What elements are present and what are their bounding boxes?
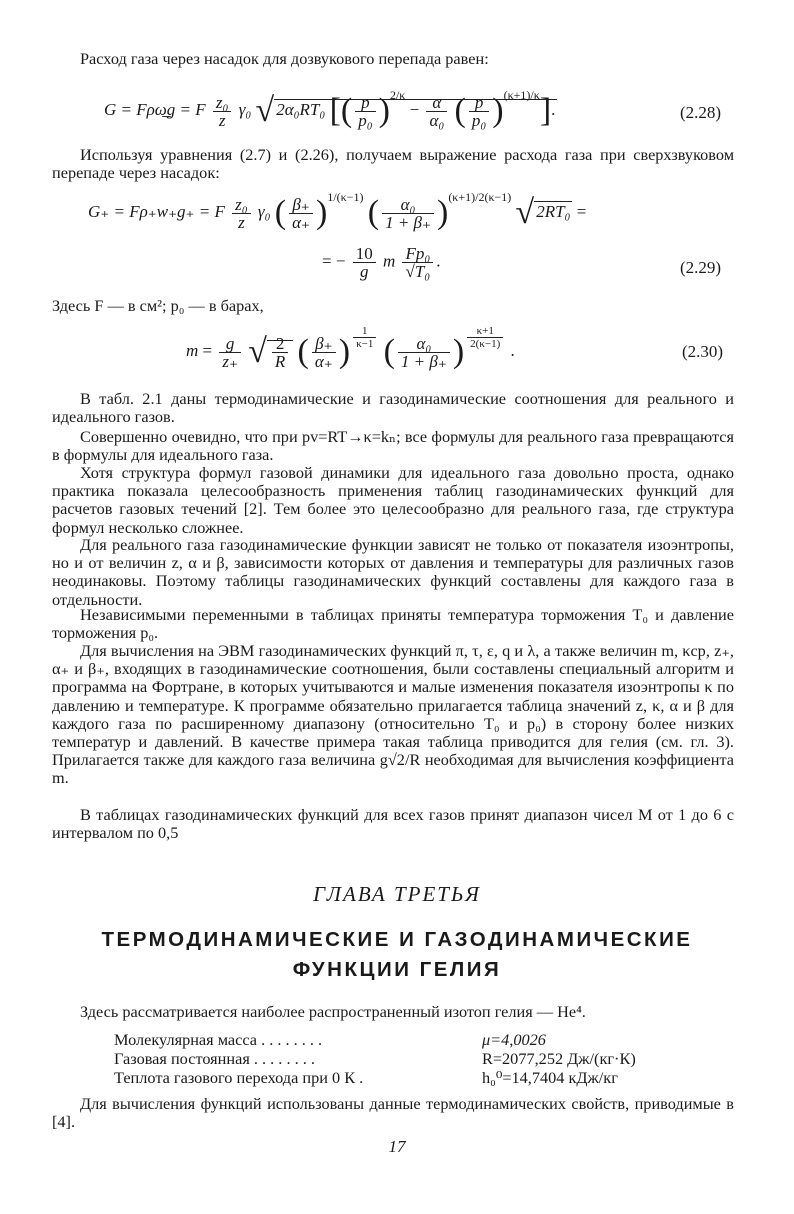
equation-2-29-line1: G₊ = Fρ₊w₊g₊ = F $\frac{\text{z₀}}{z}$ γ₀ ( $\frac{\beta_+}{\alpha_+}$ )$^{1/(\kappa-1)}$ ( $\frac{\text{α₀}}{1 + \beta_+}$ )$^{(\kappa+1)/2(\kappa-1)}$ √ 2RT₀ = bbox=[88, 190, 587, 232]
paragraph: Совершенно очевидно, что при pv=RT→κ=kₙ; все формулы для реального газа превращаются в формулы для идеального газа. bbox=[52, 427, 734, 465]
constant-label: Газовая постоянная . . . . . . . . bbox=[114, 1049, 315, 1068]
eq230-alpha-star: α₊ bbox=[314, 351, 333, 371]
equation-2-28 bbox=[104, 88, 557, 130]
para-using: Используя уравнения (2.7) и (2.26), получаем выражение расхода газа при сверхзвуковом перепаде через насадок: bbox=[52, 145, 734, 183]
constant-value: h₀⁰=14,7404 кДж/кг bbox=[482, 1068, 618, 1087]
eq229-sqrt-t0: √T₀ bbox=[405, 262, 431, 281]
eq229-alpha-frac bbox=[382, 196, 434, 231]
eq229-alpha0: α₀ bbox=[382, 196, 434, 214]
eq230-beta: β₊ bbox=[312, 335, 336, 353]
paragraph: В табл. 2.1 даны термодинамические и газодинамические соотношения для реального и идеального газов. bbox=[52, 389, 734, 427]
eq229-fp-frac bbox=[402, 245, 433, 280]
eq229-exp1: 1/(κ−1) bbox=[327, 190, 364, 204]
paren-open-2: ( bbox=[383, 333, 395, 371]
eq229-10: 10 bbox=[353, 245, 376, 263]
eq230-alpha-frac bbox=[398, 335, 450, 370]
paragraph: Для реального газа газодинамические функции зависят не только от показателя изоэнтропы, но и от величин z, α и β, зависимости которых от давления и температуры для различных газов неодинаковы. Поэтому таблицы газодинамических функций составлены для каждого газа в отдельности. bbox=[52, 535, 734, 609]
intro-text: Расход газа через насадок для дозвукового перепада равен: bbox=[80, 49, 489, 68]
eq229-frac-z bbox=[232, 196, 251, 231]
eq228-p: p bbox=[355, 94, 375, 112]
sqrt-sign-2: √ bbox=[515, 194, 535, 232]
eq228-radicand: 2α₀RT₀ [( $\frac{p}{\text{p₀}}$ )$^{2/\kappa}$ − $\frac{\alpha}{\text{α₀}}$ ( $\frac{p}{\text{p₀}}$ )$^{(\kappa+1)/\kappa}$]. bbox=[276, 88, 556, 130]
chapter-intro: Здесь рассматривается наиболее распространенный изотоп гелия — He⁴. bbox=[80, 1002, 586, 1021]
eq-number-2-30: (2.30) bbox=[682, 342, 724, 361]
eq229-g: g bbox=[359, 262, 369, 281]
eq230-exp2 bbox=[464, 325, 506, 350]
eq228-p-2: p bbox=[469, 94, 489, 112]
chapter-label: ГЛАВА ТРЕТЬЯ bbox=[313, 882, 481, 906]
eq228-alpha-frac bbox=[426, 94, 447, 129]
paragraph: Независимыми переменными в таблицах приняты температура торможения T₀ и давление торможения p₀. bbox=[52, 605, 734, 643]
paragraph: Хотя структура формул газовой динамики для идеального газа довольно проста, однако практика показала целесообразность применения таблиц газодинамических функций для расчетов газовых течений [2]. Тем более это целесообразно для реального газа, где структура формул несколько сложнее. bbox=[52, 463, 734, 537]
eq230-exp2-den: 2(κ−1) bbox=[470, 338, 501, 350]
paren-open-2: ( bbox=[454, 92, 466, 130]
paragraph: В таблицах газодинамических функций для всех газов принят диапазон чисел М от 1 до 6 с интервалом по 0,5 bbox=[52, 805, 734, 843]
paragraph: Для вычисления на ЭВМ газодинамических функций π, τ, ε, q и λ, а также величин m, κср, z₊, α₊ и β₊, входящих в газодинамические соотношения, были составлены специальный алгоритм и программа на Фортране, в которых учитываются и малые изменения показателя изоэнтропы κ по давлению и температуре. К программе обязательно прилагается таблица значений z, κ, α и β для каждого газа по расширенному диапазону (относительно T₀ и p₀) в сторону более низких температур и давлений. В качестве примера такая таблица приводится для гелия (см. гл. 3). Прилагается также для каждого газа величина g√2/R необходимая для вычисления коэффициента m. bbox=[52, 641, 734, 788]
eq229-fp: Fp₀ bbox=[402, 245, 433, 263]
paren-close-2: ) bbox=[452, 333, 465, 371]
bracket-open: [ bbox=[329, 92, 341, 130]
eq229-left: G₊ = Fρ₊w₊g₊ = F bbox=[88, 202, 225, 221]
eq230-R: R bbox=[274, 351, 286, 371]
eq228-p0-2: p₀ bbox=[471, 110, 487, 130]
eq229-gamma: γ₀ bbox=[257, 202, 271, 221]
eq228-exp1: 2/κ bbox=[389, 88, 406, 102]
minus: − bbox=[409, 100, 420, 119]
paren-open: ( bbox=[274, 194, 287, 232]
eq230-radicand bbox=[267, 333, 293, 371]
eq229-alpha-star: α₊ bbox=[292, 212, 311, 232]
eq229-root: 2RT₀ bbox=[536, 202, 571, 221]
paren-close: ) bbox=[316, 194, 328, 232]
constant-label: Теплота газового перехода при 0 К . bbox=[114, 1068, 364, 1087]
eq228-alpha0: α₀ bbox=[429, 110, 445, 130]
equation-2-29-line2: = − $\frac{10}{g}$ m $\frac{\text{Fp₀}}{\text{√T₀}}$ . bbox=[322, 244, 441, 281]
equation-2-30: m = $\frac{g}{z_+}$ √ $\frac{2}{R}$ ( $\frac{\beta_+}{\alpha_+}$ ) $^{\frac{1}{\kappa-1}}$ ( $\frac{\text{α₀}}{1 + \beta_+}$ ) $^{\frac{\kappa+1}{2(\kappa-1)}}$ . bbox=[186, 325, 515, 371]
eq228-gamma: γ₀ bbox=[238, 100, 252, 119]
eq229-z0: z₀ bbox=[232, 196, 251, 214]
sqrt-sign: √ bbox=[255, 92, 275, 130]
eq228-exp2: (κ+1)/κ bbox=[503, 88, 540, 102]
eq230-exp2-num: κ+1 bbox=[467, 325, 503, 338]
paren-close-2: ) bbox=[436, 194, 449, 232]
eq230-2r bbox=[272, 335, 288, 370]
eq230-beta-frac bbox=[312, 335, 336, 370]
paren-close: ) bbox=[378, 92, 390, 130]
chapter-title-line2: ФУНКЦИИ ГЕЛИЯ bbox=[292, 958, 502, 981]
eq-number-2-28: (2.28) bbox=[680, 103, 722, 122]
eq230-exp1 bbox=[350, 325, 379, 350]
eq230-m: m bbox=[186, 341, 199, 361]
eq229-one-plus-beta: 1 + β₊ bbox=[385, 212, 431, 232]
chapter-title bbox=[0, 925, 794, 985]
eq228-frac-num: z₀ bbox=[213, 94, 232, 112]
eq228-left: G = Fρω̲g = F bbox=[104, 100, 206, 119]
eq230-exp1-den: κ−1 bbox=[356, 338, 374, 350]
eq228-p-frac-2 bbox=[469, 94, 489, 129]
eq228-p0: p₀ bbox=[358, 110, 373, 130]
eq230-g: g bbox=[219, 335, 241, 353]
eq229-m: m bbox=[382, 251, 396, 271]
paren-close-2: ) bbox=[492, 92, 504, 130]
eq230-g-frac bbox=[219, 335, 241, 370]
eq229-exp2: (κ+1)/2(κ−1) bbox=[448, 190, 512, 204]
bracket-close: ] bbox=[539, 92, 552, 130]
eq230-alpha0: α₀ bbox=[398, 335, 450, 353]
eq228-alpha: α bbox=[426, 94, 447, 112]
paren-open: ( bbox=[340, 92, 353, 130]
constant-value: μ=4,0026 bbox=[482, 1030, 546, 1049]
constant-value: R=2077,252 Дж/(кг·К) bbox=[482, 1049, 636, 1068]
eq228-radicand-a: 2α₀RT₀ bbox=[276, 100, 326, 119]
eq230-zstar: z₊ bbox=[222, 351, 238, 371]
sqrt-sign-3: √ bbox=[248, 333, 267, 371]
eq228-frac-den: z bbox=[218, 110, 226, 130]
paren-open-2: ( bbox=[367, 194, 380, 232]
paren-open: ( bbox=[297, 333, 309, 371]
eq229-10g bbox=[353, 245, 376, 280]
eq230-one-plus-beta: 1 + β₊ bbox=[400, 351, 447, 371]
where-text: Здесь F — в см²; p₀ — в барах, bbox=[52, 296, 264, 315]
eq229-beta: β₊ bbox=[289, 196, 313, 214]
closing-paragraph: Для вычисления функций использованы данные термодинамических свойств, приводимые в [4]. bbox=[52, 1094, 734, 1132]
constant-label: Молекулярная масса . . . . . . . . bbox=[114, 1030, 323, 1049]
eq229-beta-frac bbox=[289, 196, 313, 231]
eq-number-2-29: (2.29) bbox=[680, 258, 722, 277]
paren-close: ) bbox=[338, 333, 351, 371]
page-number: 17 bbox=[388, 1137, 406, 1156]
chapter-title-line1: ТЕРМОДИНАМИЧЕСКИЕ И ГАЗОДИНАМИЧЕСКИЕ bbox=[101, 928, 693, 951]
eq230-exp1-num: 1 bbox=[353, 325, 376, 338]
eq228-p-frac bbox=[355, 94, 375, 129]
eq228-frac bbox=[213, 94, 232, 129]
eq230-two: 2 bbox=[272, 335, 288, 353]
eq229-z: z bbox=[238, 212, 245, 232]
